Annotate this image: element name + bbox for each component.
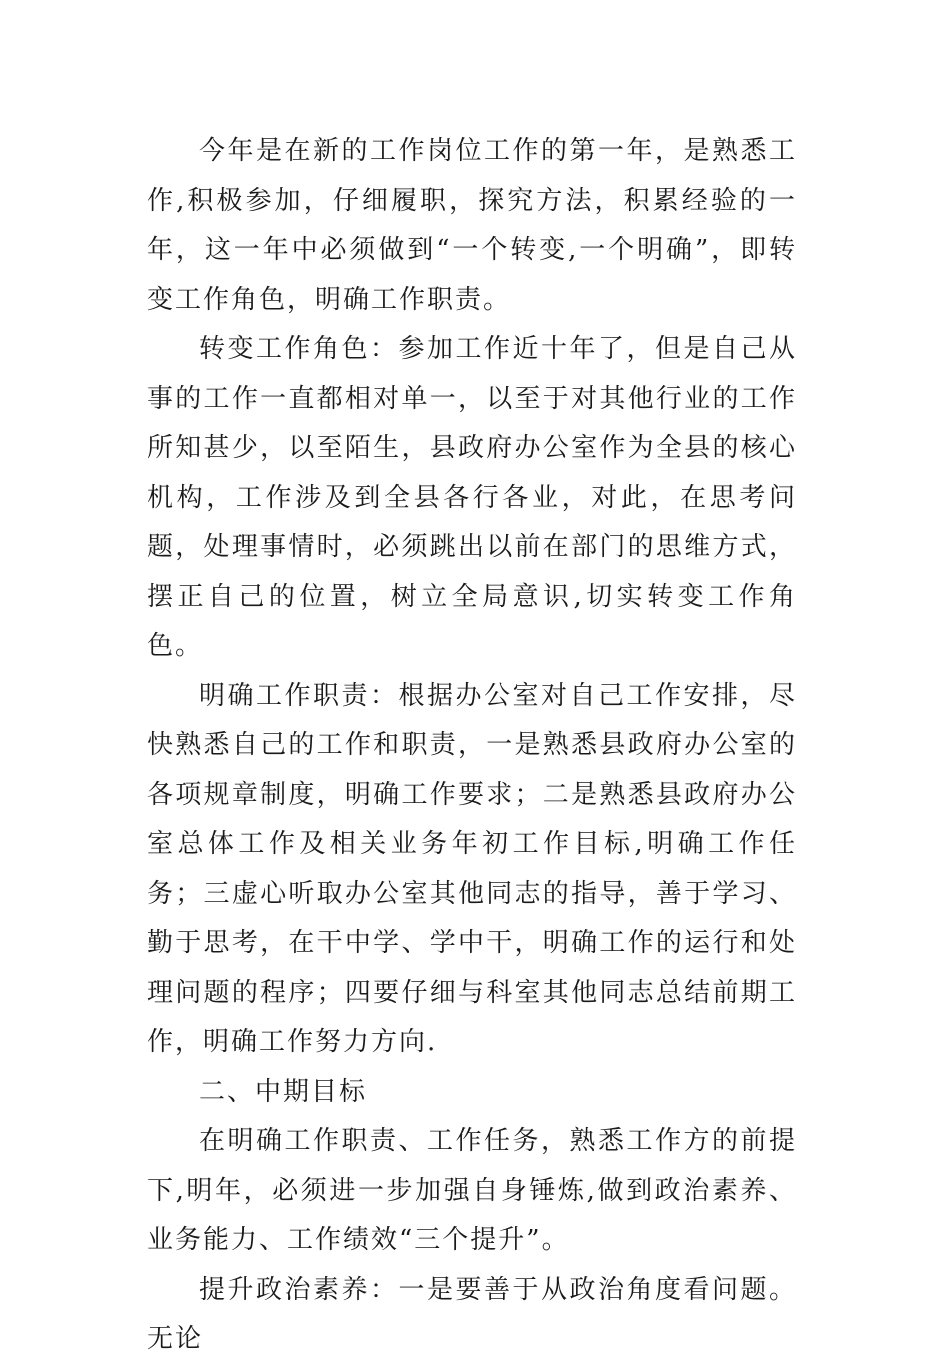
section-heading-midterm-goals: 二、中期目标	[199, 1076, 368, 1107]
paragraph-political-quality: 提升政治素养：一是要善于从政治角度看问题。无论	[147, 1274, 797, 1354]
paragraph-duties: 明确工作职责：根据办公室对自己工作安排，尽快熟悉自己的工作和职责，一是熟悉县政府办公室的各项规章制度，明确工作要求；二是熟悉县政府办公室总体工作及相关业务年初工作目标,明确工作任务；三虚心听取办公室其他同志的指导，善于学习、勤于思考，在干中学、学中干，明确工作的运行和处理问题的程序；四要仔细与科室其他同志总结前期工作，明确工作努力方向.	[147, 680, 797, 1057]
document-body	[147, 127, 797, 1365]
paragraph-intro: 今年是在新的工作岗位工作的第一年，是熟悉工作,积极参加，仔细履职，探究方法，积累经验的一年，这一年中必须做到“一个转变,一个明确”，即转变工作角色，明确工作职责。	[147, 136, 797, 315]
paragraph-midterm-intro: 在明确工作职责、工作任务，熟悉工作方的前提下,明年，必须进一步加强自身锤炼,做到政治素养、业务能力、工作绩效“三个提升”。	[147, 1126, 797, 1255]
paragraph-role-change: 转变工作角色：参加工作近十年了，但是自己从事的工作一直都相对单一，以至于对其他行业的工作所知甚少，以至陌生，县政府办公室作为全县的核心机构，工作涉及到全县各行各业，对此，在思考问题，处理事情时，必须跳出以前在部门的思维方式，摆正自己的位置，树立全局意识,切实转变工作角色。	[147, 334, 797, 661]
